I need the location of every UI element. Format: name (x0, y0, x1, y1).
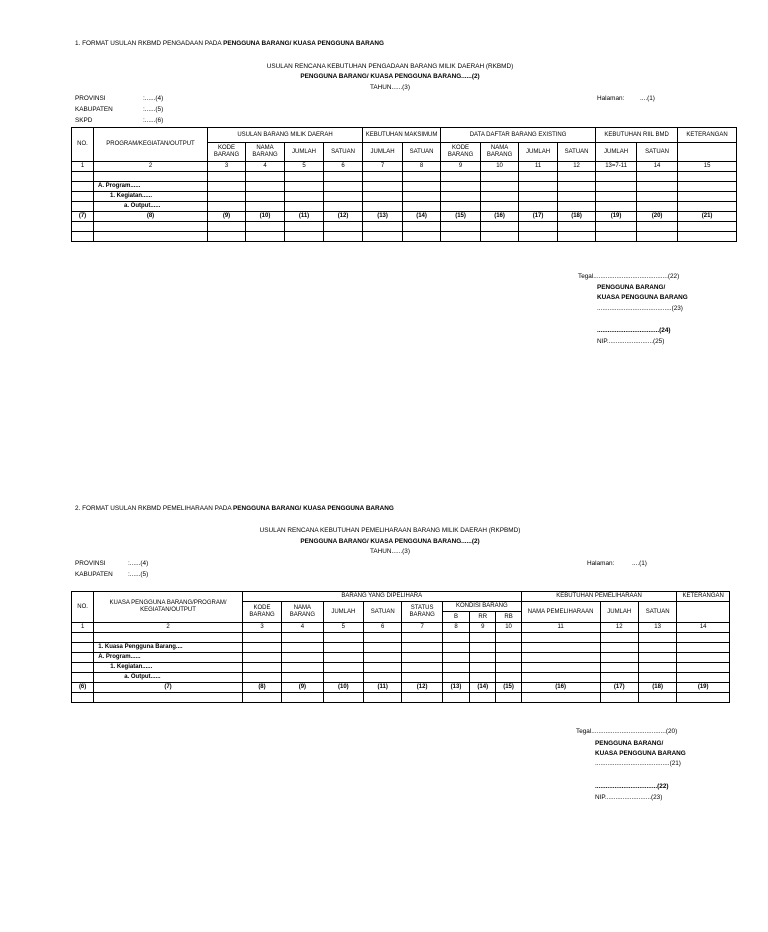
s1-sign-name: ...................................(24) (597, 327, 671, 334)
s1-sign-nip: NIP..........................(25) (597, 338, 665, 345)
s2-num: 11 (521, 623, 600, 633)
s1-ref: (14) (403, 212, 441, 222)
s2-num: 3 (242, 623, 281, 633)
s2-row-program: A. Program...... (94, 653, 243, 663)
s2-sign-dots: ..........................................(21) (595, 760, 681, 767)
s2-ref: (7) (94, 683, 243, 693)
s2-row-output: a. Output...... (94, 673, 243, 683)
s2-number-row (72, 623, 730, 633)
s1-group-usulan: USULAN BARANG MILIK DAERAH (208, 128, 363, 143)
s2-ref: (15) (496, 683, 521, 693)
s1-ref: (9) (208, 212, 246, 222)
s2-sub-nama-barang: NAMA BARANG (282, 602, 323, 623)
s1-num: 15 (678, 162, 737, 172)
section1-title-line3: TAHUN......(3) (369, 84, 410, 91)
s2-kondisi-rr: RR (470, 612, 496, 623)
s1-num: 6 (324, 162, 363, 172)
s2-ref: (13) (442, 683, 469, 693)
s2-ref: (12) (402, 683, 442, 693)
s1-sub-max-satuan: SATUAN (403, 143, 441, 162)
s1-num: 7 (363, 162, 403, 172)
section1-meta-provinsi-label: PROVINSI (75, 95, 106, 102)
section2-meta-provinsi-value: :......(4) (128, 560, 149, 567)
section2-title-line2: PENGGUNA BARANG/ KUASA PENGGUNA BARANG......(2) (300, 538, 480, 545)
s1-sub-ex-kode: KODE BARANG (441, 143, 481, 162)
s2-header-keterangan: KETERANGAN (677, 592, 730, 602)
s1-number-row (72, 162, 737, 172)
s2-num: 10 (496, 623, 521, 633)
section2-meta-provinsi-label: PROVINSI (75, 560, 106, 567)
s1-num: 5 (285, 162, 324, 172)
section1-meta-skpd-value: :......(6) (143, 117, 164, 124)
s1-num: 11 (519, 162, 558, 172)
s2-sub-keb-jumlah: JUMLAH (600, 602, 638, 623)
s1-ref: (12) (324, 212, 363, 222)
section1-title-line2: PENGGUNA BARANG/ KUASA PENGGUNA BARANG......(2) (300, 73, 480, 80)
s2-num: 8 (442, 623, 469, 633)
s1-num: 1 (72, 162, 94, 172)
table-row (72, 202, 737, 212)
s1-row-kegiatan: 1. Kegiatan...... (94, 192, 208, 202)
s1-sub-ex-satuan: SATUAN (558, 143, 596, 162)
section2-meta-kabupaten-label: KABUPATEN (75, 571, 113, 578)
s1-header-no: NO. (72, 128, 94, 162)
s2-ref: (17) (600, 683, 638, 693)
s2-ref: (10) (323, 683, 363, 693)
table-row (72, 192, 737, 202)
section1-page-label: Halaman: (597, 95, 625, 102)
section2-page-value: ....(1) (632, 560, 647, 567)
table-row (72, 643, 730, 653)
s1-sub-kode-barang: KODE BARANG (208, 143, 246, 162)
s2-ref: (14) (470, 683, 496, 693)
section1-heading-bold: PENGGUNA BARANG/ KUASA PENGGUNA BARANG (223, 40, 384, 47)
s1-header-keterangan: KETERANGAN (678, 128, 737, 143)
section1-meta-kabupaten-value: :......(5) (143, 106, 164, 113)
s1-sub-riil-satuan: SATUAN (637, 143, 678, 162)
table-row (72, 222, 737, 232)
s1-num: 12 (558, 162, 596, 172)
s2-sub-keterangan-blank (677, 602, 730, 623)
s1-header-program: PROGRAM/KEGIATAN/OUTPUT (94, 128, 208, 162)
table-row (72, 182, 737, 192)
table-row (72, 673, 730, 683)
s2-ref: (16) (521, 683, 600, 693)
s2-num: 14 (677, 623, 730, 633)
section1-page-value: ....(1) (640, 95, 655, 102)
s1-num: 9 (441, 162, 481, 172)
s2-ref: (6) (72, 683, 94, 693)
s1-sub-jumlah: JUMLAH (285, 143, 324, 162)
s1-sub-riil-jumlah: JUMLAH (596, 143, 637, 162)
s2-num: 9 (470, 623, 496, 633)
s2-num: 5 (323, 623, 363, 633)
s2-ref: (19) (677, 683, 730, 693)
s1-ref: (7) (72, 212, 94, 222)
s2-num: 4 (282, 623, 323, 633)
s2-num: 12 (600, 623, 638, 633)
s1-sub-satuan: SATUAN (324, 143, 363, 162)
s1-sub-ex-jumlah: JUMLAH (519, 143, 558, 162)
s2-ref: (9) (282, 683, 323, 693)
section1-meta-kabupaten-label: KABUPATEN (75, 106, 113, 113)
table-row (72, 663, 730, 673)
s1-sign-dots: ..........................................(23) (597, 305, 683, 312)
s2-kondisi-b: B (442, 612, 469, 623)
s1-num: 2 (94, 162, 208, 172)
section1-meta-skpd-label: SKPD (75, 117, 93, 124)
s2-sub-nama-pemeliharaan: NAMA PEMELIHARAAN (521, 602, 600, 623)
s2-group-dipelihara: BARANG YANG DIPELIHARA (242, 592, 521, 602)
s1-num: 14 (637, 162, 678, 172)
table-row (72, 232, 737, 242)
s2-row-kegiatan: 1. Kegiatan...... (94, 663, 243, 673)
s2-num: 6 (364, 623, 402, 633)
s1-sub-max-jumlah: JUMLAH (363, 143, 403, 162)
s2-sign-role2: KUASA PENGGUNA BARANG (595, 750, 686, 757)
s1-group-riil: KEBUTUHAN RIIL BMD (596, 128, 678, 143)
table-row (72, 693, 730, 703)
s2-num: 13 (638, 623, 676, 633)
s2-header-program: KUASA PENGGUNA BARANG/PROGRAM/ KEGIATAN/OUTPUT (94, 592, 243, 623)
s2-sub-kode-barang: KODE BARANG (242, 602, 281, 623)
s2-ref: (11) (364, 683, 402, 693)
s2-sub-jumlah: JUMLAH (323, 602, 363, 623)
s2-num: 7 (402, 623, 442, 633)
s1-num: 8 (403, 162, 441, 172)
section2-title-line1: USULAN RENCANA KEBUTUHAN PEMELIHARAAN BARANG MILIK DAERAH (RKPBMD) (259, 527, 521, 534)
section2-heading (75, 505, 394, 512)
s1-sub-keterangan-blank (678, 143, 737, 162)
s1-ref: (11) (285, 212, 324, 222)
s2-ref: (18) (638, 683, 676, 693)
s2-sign-role1: PENGGUNA BARANG/ (595, 740, 664, 747)
s1-num: 13=7-11 (596, 162, 637, 172)
s1-ref: (18) (558, 212, 596, 222)
s1-ref: (15) (441, 212, 481, 222)
s1-sub-ex-nama: NAMA BARANG (481, 143, 519, 162)
s2-sub-status-barang: STATUS BARANG (402, 602, 442, 623)
s2-num: 1 (72, 623, 94, 633)
s2-sign-place: Tegal..........................................(20) (576, 728, 678, 735)
s2-kondisi-rb: RB (496, 612, 521, 623)
s1-group-existing: DATA DAFTAR BARANG EXISTING (441, 128, 596, 143)
s2-sub-satuan: SATUAN (364, 602, 402, 623)
table-row (72, 653, 730, 663)
table-row (72, 172, 737, 182)
s1-ref: (21) (678, 212, 737, 222)
s1-ref: (20) (637, 212, 678, 222)
s1-num: 4 (246, 162, 285, 172)
s1-row-output: a. Output...... (94, 202, 208, 212)
s1-ref: (17) (519, 212, 558, 222)
s2-sign-name: ...................................(22) (595, 783, 669, 790)
table-row (72, 633, 730, 643)
s2-num: 2 (94, 623, 243, 633)
s2-ref: (8) (242, 683, 281, 693)
s1-ref: (8) (94, 212, 208, 222)
section2-heading-prefix: 2. FORMAT USULAN RKBMD PEMELIHARAAN PADA (75, 505, 234, 512)
section2-table (71, 591, 730, 703)
section2-title-line3: TAHUN......(3) (369, 548, 410, 555)
section2-meta-kabupaten-value: :......(5) (128, 571, 149, 578)
section1-title-line1: USULAN RENCANA KEBUTUHAN PENGADAAN BARANG MILIK DAERAH (RKBMD) (266, 63, 514, 70)
s1-group-kebutuhan-max: KEBUTUHAN MAKSIMUM (363, 128, 441, 143)
s2-group-kondisi: KONDISI BARANG (442, 602, 521, 612)
section1-table (71, 127, 737, 242)
section2-heading-bold: PENGGUNA BARANG/ KUASA PENGGUNA BARANG (233, 505, 394, 512)
s1-ref: (10) (246, 212, 285, 222)
section1-meta-provinsi-value: :......(4) (143, 95, 164, 102)
s1-sign-place: Tegal..........................................(22) (578, 273, 680, 280)
section1-heading (75, 40, 384, 47)
section2-page-label: Halaman: (587, 560, 615, 567)
s1-sub-nama-barang: NAMA BARANG (246, 143, 285, 162)
s2-sign-nip: NIP..........................(23) (595, 794, 663, 801)
s1-row-program: A. Program...... (94, 182, 208, 192)
s1-ref: (16) (481, 212, 519, 222)
s1-num: 3 (208, 162, 246, 172)
section1-heading-prefix: 1. FORMAT USULAN RKBMD PENGADAAN PADA (75, 40, 224, 47)
s1-ref: (13) (363, 212, 403, 222)
s2-ref-row (72, 683, 730, 693)
s2-sub-keb-satuan: SATUAN (638, 602, 676, 623)
s1-ref: (19) (596, 212, 637, 222)
s1-sign-role2: KUASA PENGGUNA BARANG (597, 294, 688, 301)
s1-ref-row (72, 212, 737, 222)
s2-group-kebutuhan: KEBUTUHAN PEMELIHARAAN (521, 592, 677, 602)
s2-header-no: NO. (72, 592, 94, 623)
s1-sign-role1: PENGGUNA BARANG/ (597, 284, 666, 291)
s1-num: 10 (481, 162, 519, 172)
s2-row-kpb: 1. Kuasa Pengguna Barang.... (94, 643, 243, 653)
